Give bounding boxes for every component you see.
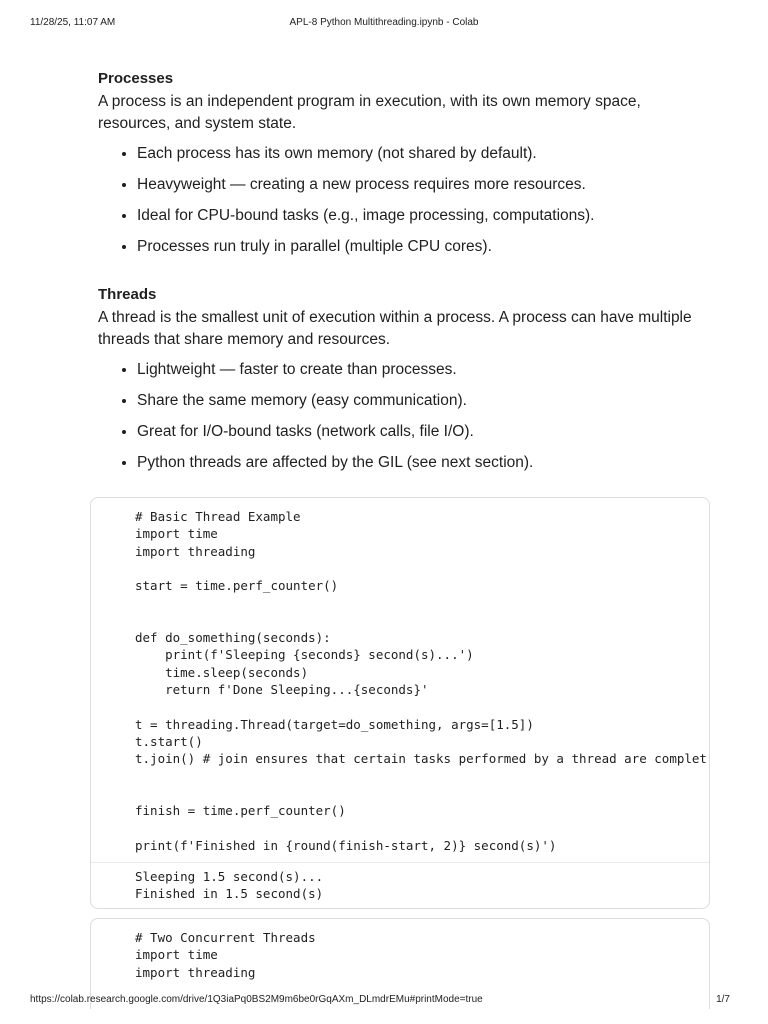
notebook-text-content bbox=[98, 68, 698, 483]
processes-bullet-list bbox=[98, 143, 698, 258]
list-item: • Each process has its own memory (not shared by default). bbox=[137, 143, 698, 165]
print-footer bbox=[30, 994, 730, 1008]
list-item: • Python threads are affected by the GIL (see next section). bbox=[137, 452, 698, 474]
cell-output: Sleeping 1.5 second(s)... Finished in 1.5 second(s) bbox=[91, 862, 709, 903]
list-item: • Processes run truly in parallel (multiple CPU cores). bbox=[137, 236, 698, 258]
code-editor[interactable]: # Basic Thread Example import time import threading start = time.perf_counter() def do_something(seconds): print(f'Sleeping {seconds} second(s)...') time.sleep(seconds) return f'Done Sleeping...{seconds}' t = threading.Thread(target=do_something, args=[1.5]) t.start() t.join() # join ensures that certain tasks performed by a thread are complet finish = time.perf_counter() print(f'Finished in {round(finish-start, 2)} second(s)') bbox=[135, 509, 707, 853]
processes-section bbox=[98, 68, 698, 258]
processes-description: A process is an independent program in execution, with its own memory space, resources, and system state. bbox=[98, 93, 641, 132]
threads-section bbox=[98, 284, 698, 474]
list-item: • Share the same memory (easy communication). bbox=[137, 390, 698, 412]
threads-description: A thread is the smallest unit of execution within a process. A process can have multiple threads that share memory and resources. bbox=[98, 309, 692, 348]
threads-heading: Threads bbox=[98, 286, 157, 303]
code-editor[interactable]: # Two Concurrent Threads import time import threading bbox=[135, 930, 316, 980]
list-item: • Ideal for CPU-bound tasks (e.g., image processing, computations). bbox=[137, 205, 698, 227]
list-item: • Heavyweight — creating a new process requires more resources. bbox=[137, 174, 698, 196]
print-page-title: APL-8 Python Multithreading.ipynb - Colab bbox=[289, 17, 479, 28]
print-header bbox=[30, 17, 738, 31]
list-item: • Lightweight — faster to create than processes. bbox=[137, 359, 698, 381]
code-cell-basic-thread[interactable] bbox=[90, 497, 710, 909]
list-item: • Great for I/O-bound tasks (network calls, file I/O). bbox=[137, 421, 698, 443]
page-number: 1/7 bbox=[716, 994, 730, 1005]
print-url: https://colab.research.google.com/drive/1Q3iaPq0BS2M9m6be0rGqAXm_DLmdrEMu#printMode=true bbox=[30, 994, 483, 1005]
print-datetime: 11/28/25, 11:07 AM bbox=[30, 17, 116, 28]
processes-heading: Processes bbox=[98, 70, 174, 87]
threads-bullet-list bbox=[98, 359, 698, 474]
